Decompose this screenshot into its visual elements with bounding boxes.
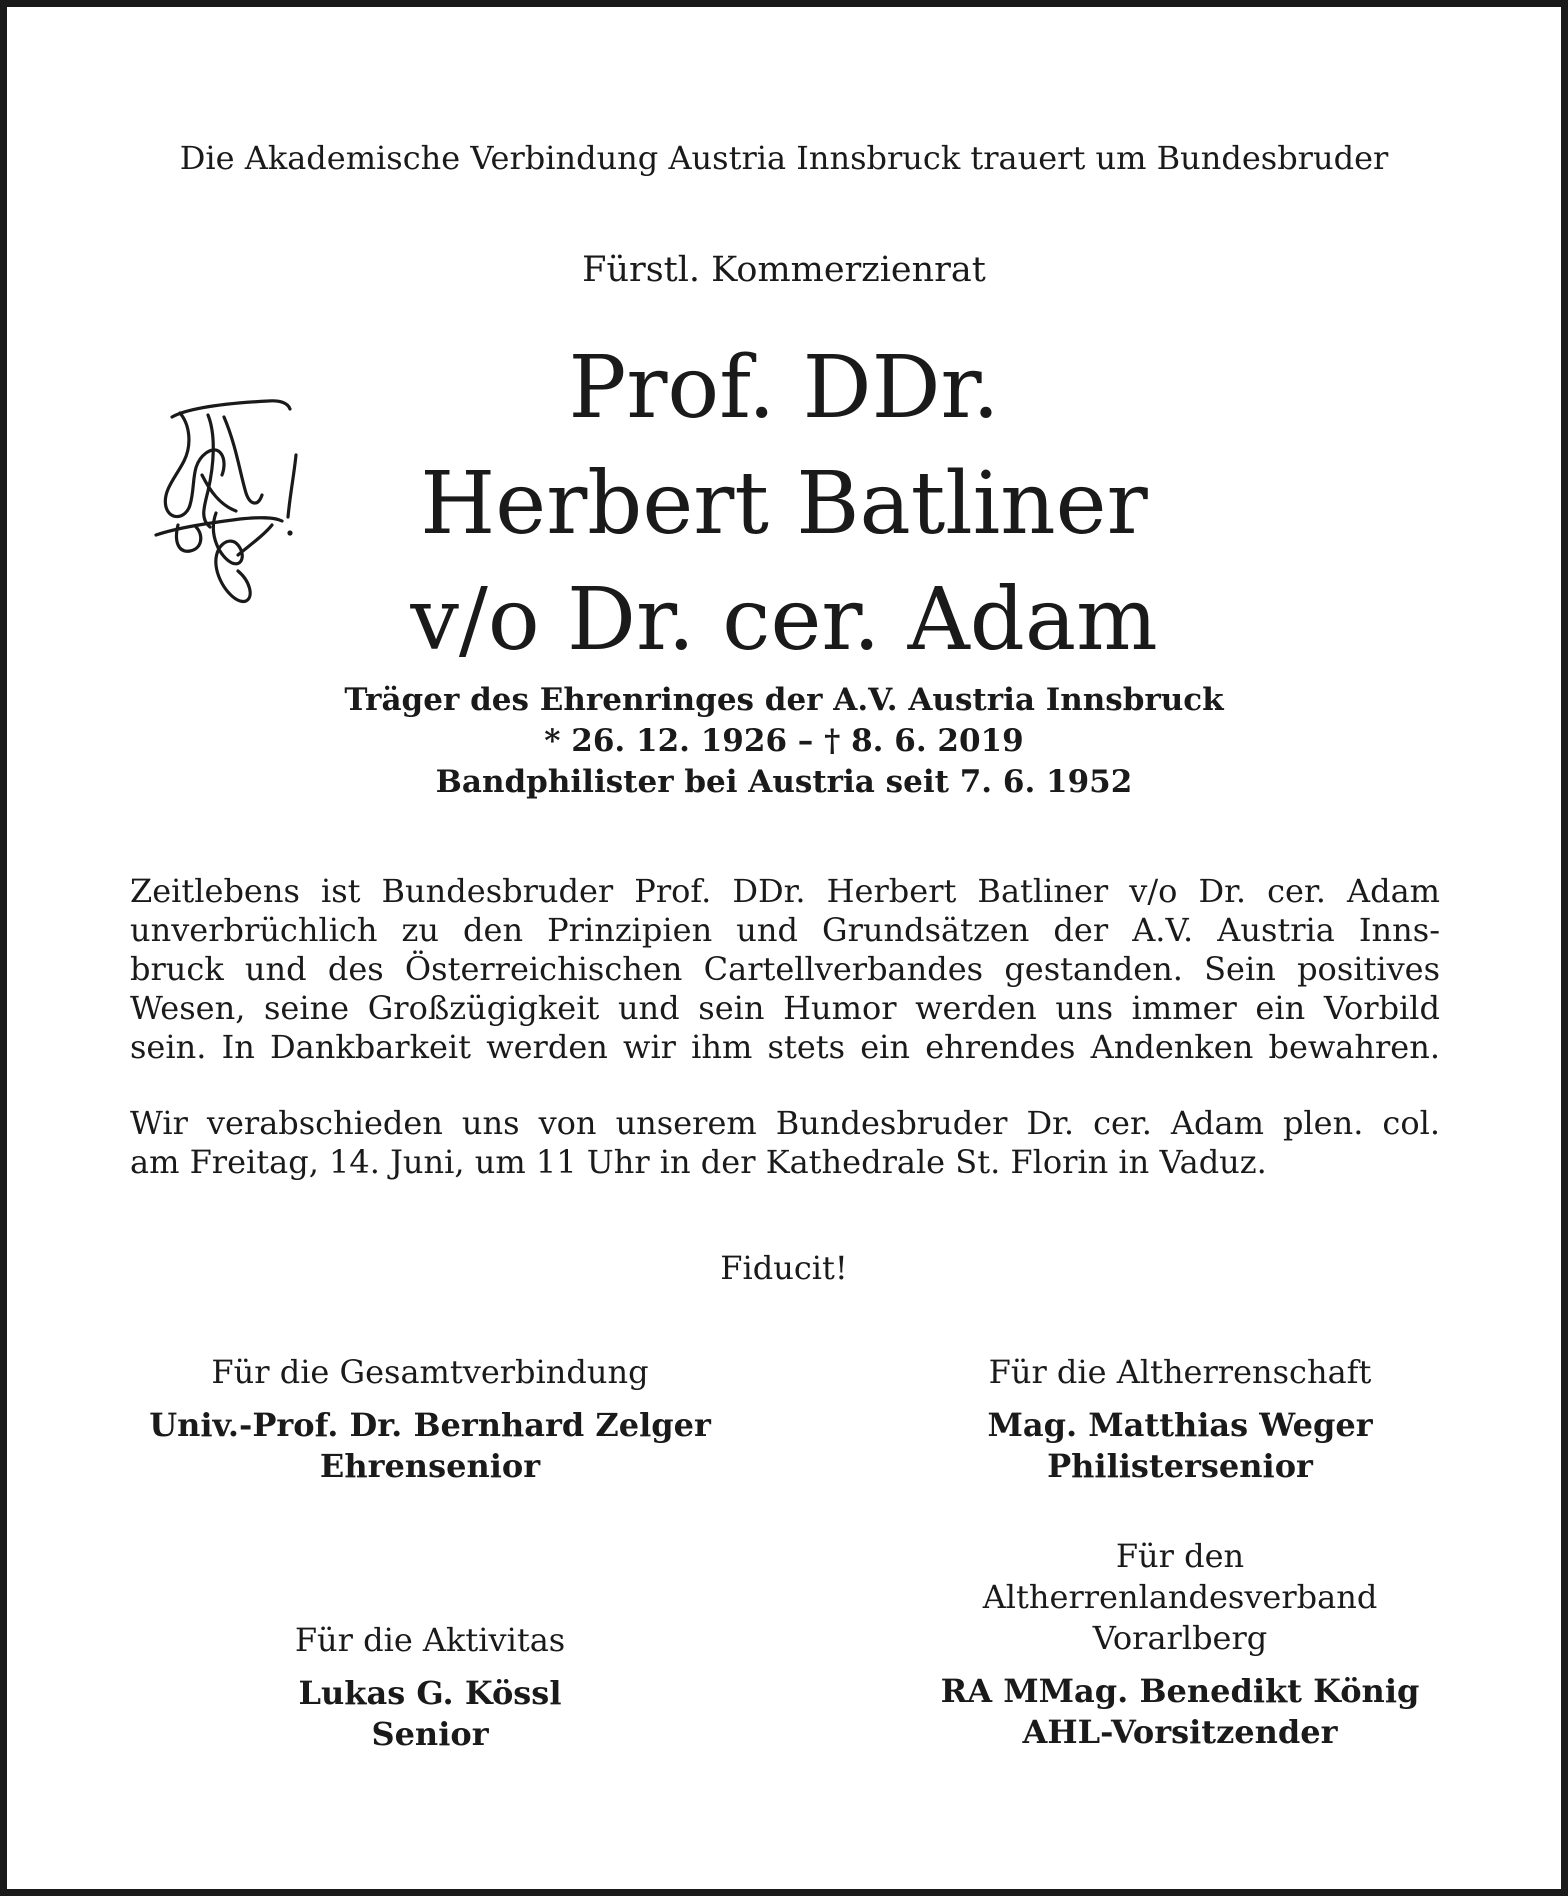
- signatory-name: Lukas G. Kössl: [298, 1674, 562, 1712]
- signature-label: Für die Gesamtverbindung: [211, 1353, 649, 1391]
- tribute-line: unverbrüchlich zu den Prinzipien und Grundsätzen der A.V. Austria Inns-: [130, 911, 1440, 949]
- funeral-line: am Freitag, 14. Juni, um 11 Uhr in der Kathedrale St. Florin in Vaduz.: [130, 1143, 1267, 1181]
- name-line-title: Prof. DDr.: [568, 338, 1000, 438]
- membership-line: Bandphilister bei Austria seit 7. 6. 1952: [435, 764, 1133, 800]
- life-dates-line: * 26. 12. 1926 – † 8. 6. 2019: [544, 723, 1024, 759]
- signatory-name: RA MMag. Benedikt König: [940, 1672, 1420, 1710]
- name-line-couleurname: v/o Dr. cer. Adam: [410, 570, 1158, 670]
- tribute-line: Zeitlebens ist Bundesbruder Prof. DDr. Herbert Batliner v/o Dr. cer. Adam: [130, 872, 1440, 910]
- funeral-line: Wir verabschieden uns von unserem Bundesbruder Dr. cer. Adam plen. col.: [130, 1104, 1440, 1142]
- tribute-line: sein. In Dankbarkeit werden wir ihm stets ein ehrendes Andenken bewahren.: [130, 1028, 1440, 1066]
- signatory-name: Univ.-Prof. Dr. Bernhard Zelger: [149, 1406, 711, 1444]
- honorific-title: Fürstl. Kommerzienrat: [582, 250, 986, 290]
- honor-ring-line: Träger des Ehrenringes der A.V. Austria Innsbruck: [344, 682, 1224, 718]
- signatory-role: Ehrensenior: [319, 1447, 541, 1485]
- signature-label-line: Altherrenlandesverband: [982, 1578, 1378, 1616]
- funeral-paragraph: [130, 1104, 1440, 1182]
- signature-label: Für die Altherrenschaft: [988, 1353, 1372, 1391]
- intro-line: Die Akademische Verbindung Austria Innsbruck trauert um Bundesbruder: [179, 139, 1389, 177]
- signature-aktivitas: [80, 1620, 780, 1755]
- name-line-fullname: Herbert Batliner: [420, 454, 1148, 554]
- signature-altherrenlandesverband: [830, 1536, 1530, 1753]
- deceased-name: [284, 330, 1284, 678]
- tribute-line: bruck und des Österreichischen Cartellverbandes gestanden. Sein positives: [130, 950, 1440, 988]
- signature-gesamtverbindung: [80, 1352, 780, 1487]
- signatory-role: Senior: [371, 1715, 489, 1753]
- honors-and-dates: [0, 680, 1568, 803]
- signatory-role: Philistersenior: [1047, 1447, 1313, 1485]
- closing-word: Fiducit!: [720, 1249, 848, 1287]
- signatory-role: AHL-Vorsitzender: [1022, 1713, 1338, 1751]
- signature-label-line: Für den: [1115, 1537, 1245, 1575]
- signatory-name: Mag. Matthias Weger: [987, 1406, 1373, 1444]
- tribute-paragraph: [130, 872, 1440, 1067]
- signature-label-line: Vorarlberg: [1092, 1619, 1268, 1657]
- signature-altherrenschaft: [830, 1352, 1530, 1487]
- signature-label: Für die Aktivitas: [294, 1621, 566, 1659]
- tribute-line: Wesen, seine Großzügigkeit und sein Humor werden uns immer ein Vorbild: [130, 989, 1440, 1027]
